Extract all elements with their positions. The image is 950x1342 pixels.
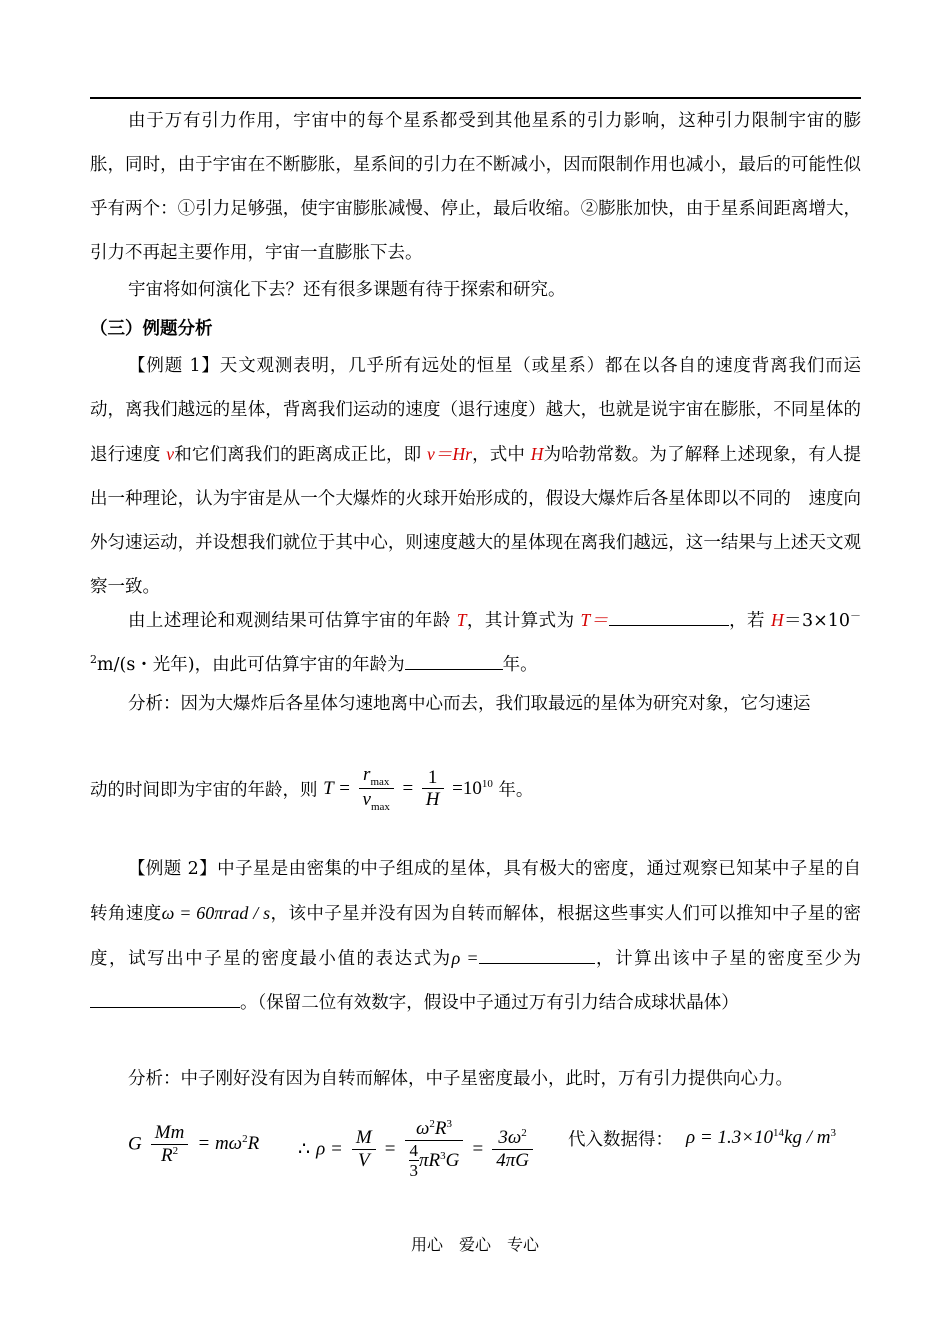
example2-text: 【例题 2】中子星是由密集的中子组成的星体，具有极大的密度，通过观察已知某中子星的自转角速度ω = 60πrad / s，该中子星并没有因为自转而解体，根据这些事实人们可以推知中子星的密度，试写出中子星的密度最小值的表达式为ρ = ，计算出该中子星的密度至少为。（保留二位有效数字，假设中子通过万有引力结合成球状晶体） <box>90 859 862 1013</box>
answer-blank[interactable] <box>90 989 240 1008</box>
example1-text: 【例题 1】天文观测表明，几乎所有远处的恒星（或星系）都在以各自的速度背离我们而运动，离我们越远的星体，背离我们运动的速度（退行速度）越大，也就是说宇宙在膨胀，不同星体的退行速度 v和它们离我们的距离成正比，即 v＝Hr，式中 H为哈勃常数。为了解释上述现象，有人提出一种理论，认为宇宙是从一个大爆炸的火球开始形成的，假设大爆炸后各星体即以不同的 速度向外匀速运动，并设想我们就位于其中心，则速度越大的星体现在离我们越远，这一结果与上述天文观察一致。 <box>90 356 862 597</box>
example1-answer: 动的时间即为宇宙的年龄，则 T = $\frac{r_{max}}{v_{max}}$ = $\frac{1}{H}$ $=10^{10}$ 年。 <box>90 764 534 814</box>
substitute-text: 代入数据得： <box>568 1130 673 1150</box>
formula-gravity: G $\frac{Mm}{R^2}$ = $m\omega^2R$ <box>128 1122 260 1166</box>
example2-label: 【例题 2】 <box>128 859 218 879</box>
section-heading: （三）例题分析 <box>90 319 213 339</box>
formula-density: ∴ ρ = $\frac{M}{V}$ = $\omega^2R^3$ $\frac{4}{3}$ $\pi R^3G$ = $\frac{3\omega^2}{4\pi G}$ <box>298 1118 536 1181</box>
example2-analysis: 分析：中子刚好没有因为自转而解体，中子星密度最小，此时，万有引力提供向心力。 <box>128 1069 793 1089</box>
fraction-rmax-vmax: $\frac{r_{max}}{v_{max}}$ <box>359 764 394 814</box>
page-footer: 用心 爱心 专心 <box>410 1235 539 1254</box>
example1-label: 【例题 1】 <box>128 356 220 376</box>
example1-question: 由上述理论和观测结果可估算宇宙的年龄 T，其计算式为 T＝ ，若 $H=3\times 10^{-2}m/(s$・光年)，由此可估算宇宙的年龄为 年。 <box>90 598 861 687</box>
answer-blank[interactable] <box>609 607 729 626</box>
answer-blank[interactable] <box>405 651 503 670</box>
formula-result: $\rho = 1.3\times 10^{14}kg / m^3$ <box>686 1127 836 1148</box>
answer-blank[interactable] <box>479 945 595 964</box>
paragraph-evolution: 宇宙将如何演化下去？还有很多课题有待于探索和研究。 <box>128 280 566 300</box>
fraction-one-over-h: $\frac{1}{H}$ <box>422 767 444 812</box>
example1-analysis: 分析：因为大爆炸后各星体匀速地离中心而去，我们取最远的星体为研究对象，它匀速运 <box>128 694 811 714</box>
paragraph-gravity: 由于万有引力作用，宇宙中的每个星系都受到其他星系的引力影响，这种引力限制宇宙的膨胀，同时，由于宇宙在不断膨胀，星系间的引力在不断减小，因而限制作用也减小，最后的可能性似乎有两个：①引力足够强，使宇宙膨胀减慢、停止，最后收缩。②膨胀加快，由于星系间距离增大，引力不再起主要作用，宇宙一直膨胀下去。 <box>90 111 862 263</box>
